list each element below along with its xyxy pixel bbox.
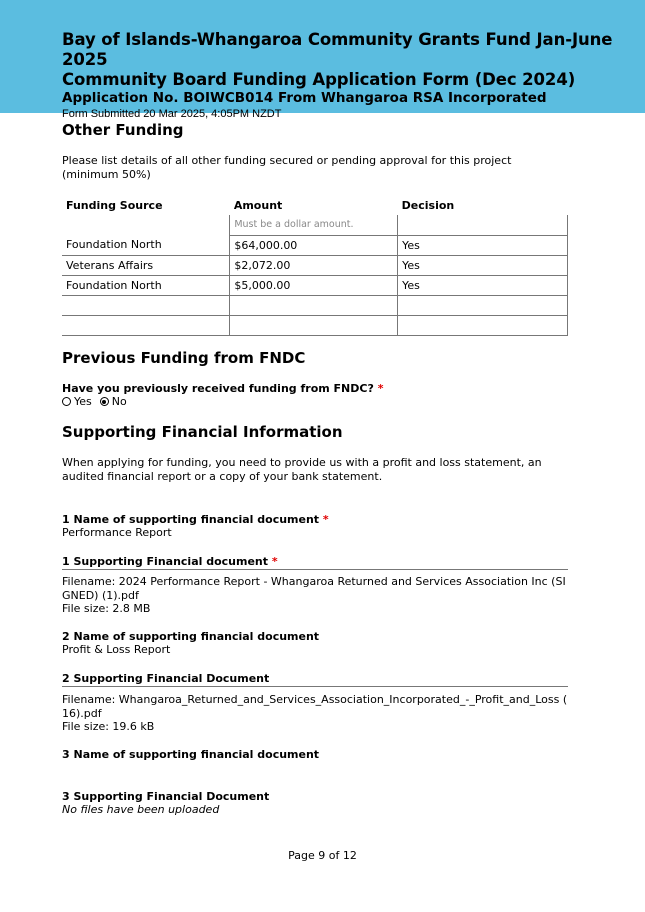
table-row [62,235,568,255]
radio-label-no: No [111,395,127,408]
doc2-file-label: 2 Supporting Financial Document [62,672,270,685]
doc2-filesize: File size: 19.6 kB [62,720,155,733]
doc1-name-value: Performance Report [62,526,172,539]
form-title-line1: Bay of Islands-Whangaroa Community Grants Fund Jan-June 2025 [62,30,613,69]
previous-funding-radio-group [62,395,127,408]
question-text: Have you previously received funding from FNDC? [62,382,374,395]
doc3-name-label: 3 Name of supporting financial document [62,748,320,761]
decision-cell: Yes [398,275,568,295]
doc2-name-label: 2 Name of supporting financial document [62,630,320,643]
amount-hint-row [62,215,568,235]
decision-cell: Yes [398,255,568,275]
funding-table [62,195,568,336]
form-title-line2: Community Board Funding Application Form (Dec 2024) [62,70,576,89]
table-row [62,295,568,315]
required-mark: * [322,513,329,526]
amount-cell: $2,072.00 [230,255,398,275]
doc1-name-label-text: 1 Name of supporting financial document [62,513,320,526]
other-funding-title: Other Funding [62,121,184,139]
doc1-file-label-text: 1 Supporting Financial document [62,555,269,568]
decision-cell: Yes [398,235,568,255]
other-funding-description: Please list details of all other funding secured or pending approval for this project (minimum 50%) [62,154,512,181]
doc1-filename: Filename: 2024 Performance Report - Whangaroa Returned and Services Association Inc (SI GNED) (1).pdf [62,575,566,602]
doc2-name-value: Profit & Loss Report [62,643,171,656]
column-header-amount: Amount [233,198,283,212]
page-header [0,0,645,120]
funding-source-cell [62,295,230,315]
radio-selected-icon [100,397,109,406]
doc1-filesize: File size: 2.8 MB [62,602,151,615]
amount-cell [230,315,398,335]
table-row [62,315,568,335]
column-header-decision: Decision [401,198,455,212]
decision-cell [398,295,568,315]
radio-option-no[interactable] [100,395,127,408]
doc1-file-label [62,555,278,568]
funding-source-cell [62,315,230,335]
divider [62,686,568,687]
funding-source-cell: Foundation North [62,275,230,295]
application-number: Application No. BOIWCB014 From Whangaroa RSA Incorporated [62,90,547,106]
amount-cell: $64,000.00 [230,235,398,255]
supporting-financial-description: When applying for funding, you need to provide us with a profit and loss statement, an audited financial report or a copy of your bank statement. [62,456,542,483]
amount-cell: $5,000.00 [230,275,398,295]
funding-source-cell: Veterans Affairs [62,255,230,275]
radio-label-yes: Yes [74,395,92,408]
doc3-file-label: 3 Supporting Financial Document [62,790,270,803]
table-row [62,275,568,295]
table-row [62,255,568,275]
decision-cell [398,315,568,335]
amount-hint: Must be a dollar amount. [230,215,398,235]
funding-source-cell: Foundation North [62,235,230,255]
doc2-filename: Filename: Whangaroa_Returned_and_Services_Association_Incorporated_-_Profit_and_Loss ( 16).pdf [62,693,568,720]
column-header-source: Funding Source [66,198,163,212]
radio-option-yes[interactable] [62,395,92,408]
divider [62,569,568,570]
doc3-no-files: No files have been uploaded [62,803,220,816]
radio-unselected-icon [62,397,71,406]
required-mark: * [377,382,384,395]
doc1-name-label [62,513,329,526]
previous-funding-question [62,382,383,395]
amount-cell [230,295,398,315]
submitted-date: Form Submitted 20 Mar 2025, 4:05PM NZDT [62,108,282,120]
supporting-financial-title: Supporting Financial Information [62,423,343,441]
funding-table-header [62,195,568,215]
previous-funding-title: Previous Funding from FNDC [62,349,306,367]
required-mark: * [271,555,278,568]
page-number: Page 9 of 12 [288,849,357,862]
